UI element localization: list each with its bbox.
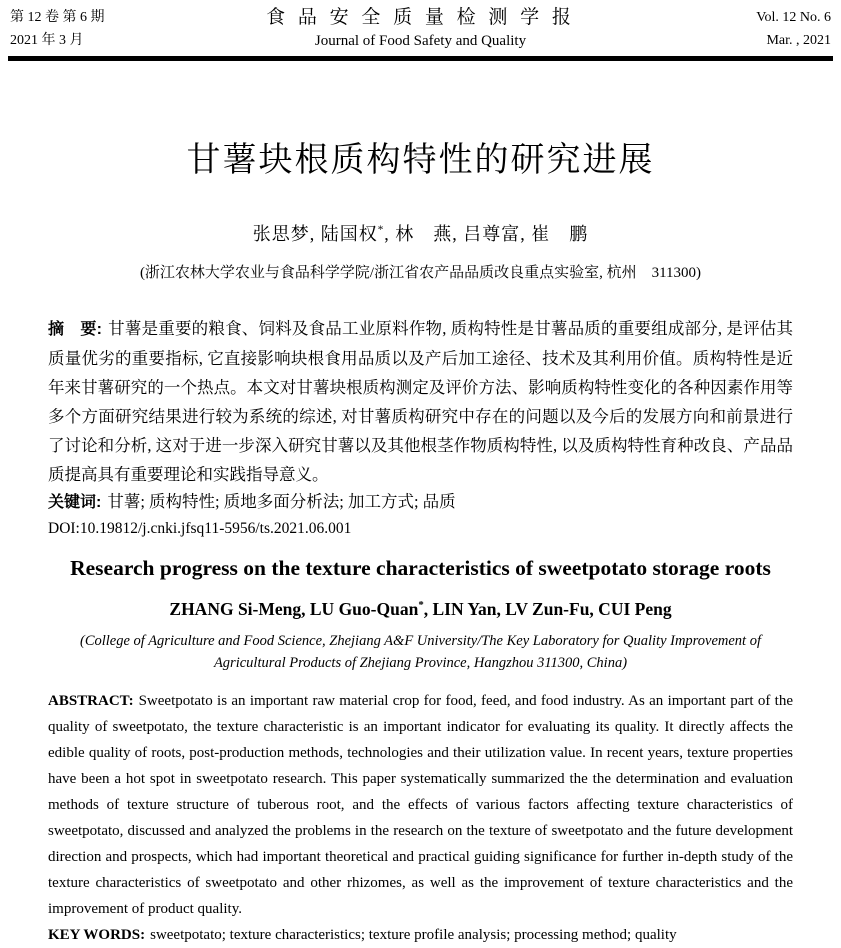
affiliation-cn: (浙江农林大学农业与食品科学学院/浙江省农产品品质改良重点实验室, 杭州 311300) (139, 265, 702, 281)
masthead-double-rule (8, 56, 833, 61)
paper-title-en: Research progress on the texture characteristics of sweetpotato storage roots (70, 556, 771, 580)
corresponding-author-mark-cn: * (377, 224, 385, 236)
abstract-text-cn: 甘薯是重要的粮食、饲料及食品工业原料作物, 质构特性是甘薯品质的重要组成部分, 是评估其质量优劣的重要指标, 它直接影响块根食用品质以及产后加工途径、技术及其利用价值。质构特性是近年来甘薯研究的一个热点。本文对甘薯块根质构测定及评价方法、影响质构特性变化的各种因素作用等多个方面研究结果进行较为系统的综述, 对甘薯质构研究中存在的问题以及今后的发展方向和前景进行了讨论和分析, 这对于进一步深入研究甘薯以及其他根茎作物质构特性, 以及质构特性育种改良、产品品质提高具有重要理论和实践指导意义。 (48, 319, 793, 484)
journal-title-en: Journal of Food Safety and Quality (314, 33, 527, 49)
volume-issue-cn: 第 12 卷 第 6 期 (10, 10, 105, 25)
masthead-left (10, 6, 266, 52)
keywords-en (48, 922, 793, 948)
abstract-label-cn: 摘 要: (48, 321, 102, 338)
authors-en-text-rest: , LIN Yan, LV Zun-Fu, CUI Peng (423, 599, 672, 619)
masthead-right (575, 6, 831, 52)
journal-title-cn: 食 品 安 全 质 量 检 测 学 报 (266, 7, 575, 28)
doi-line: DOI:10.19812/j.cnki.jfsq11-5956/ts.2021.06.001 (48, 520, 352, 537)
abstract-cn (48, 314, 793, 489)
abstract-label-en: ABSTRACT: (48, 693, 134, 709)
keywords-label-cn: 关键词: (48, 494, 102, 511)
keywords-text-cn: 甘薯; 质构特性; 质地多面分析法; 加工方式; 品质 (107, 492, 456, 511)
journal-masthead (0, 0, 841, 52)
masthead-center (266, 6, 575, 52)
abstract-text-en: Sweetpotato is an important raw material crop for food, feed, and food industry. As an important part of the quality of sweetpotato, the texture characteristic is an important indicator for evaluating its quality. It directly affects the edible quality of roots, post-production methods, technologies and their utilization value. In recent years, texture properties have been a hot spot in sweetpotato research. This paper systematically summarized the the determination and evaluation methods of texture structure of tuberous root, and the effects of various factors affecting texture characteristics of sweetpotato, discussed and analyzed the problems in the research on the texture of sweetpotato and the future development direction and prospects, which had important theoretical and practical guiding significance for further in-depth study of the texture characteristics of sweetpotato and other rhizomes, as well as the improvement of texture characteristics and the improvement of product quality. (48, 693, 793, 917)
authors-cn-text: 张思梦, 陆国权 (252, 224, 378, 244)
corresponding-author-mark-en: * (418, 599, 424, 612)
paper-title-cn: 甘薯块根质构特性的研究进展 (186, 142, 655, 179)
keywords-cn (48, 489, 793, 516)
article-content (48, 139, 793, 948)
keywords-text-en: sweetpotato; texture characteristics; texture profile analysis; processing method; quality (150, 927, 677, 943)
keywords-label-en: KEY WORDS: (48, 927, 146, 943)
affiliation-en: (College of Agriculture and Food Science, Zhejiang A&F University/The Key Laboratory for Quality Improvement of Agricultural Products of Zhejiang Province, Hangzhou 311300, China) (80, 633, 761, 671)
abstract-en (48, 688, 793, 922)
volume-issue-en: Vol. 12 No. 6 (756, 10, 831, 25)
issue-date-en: Mar. , 2021 (766, 33, 831, 48)
authors-en-text: ZHANG Si-Meng, LU Guo-Quan (169, 599, 419, 619)
authors-en (48, 596, 793, 622)
authors-cn (48, 221, 793, 247)
issue-date-cn: 2021 年 3 月 (10, 33, 84, 48)
authors-cn-text-rest: , 林 燕, 吕尊富, 崔 鹏 (384, 224, 589, 244)
